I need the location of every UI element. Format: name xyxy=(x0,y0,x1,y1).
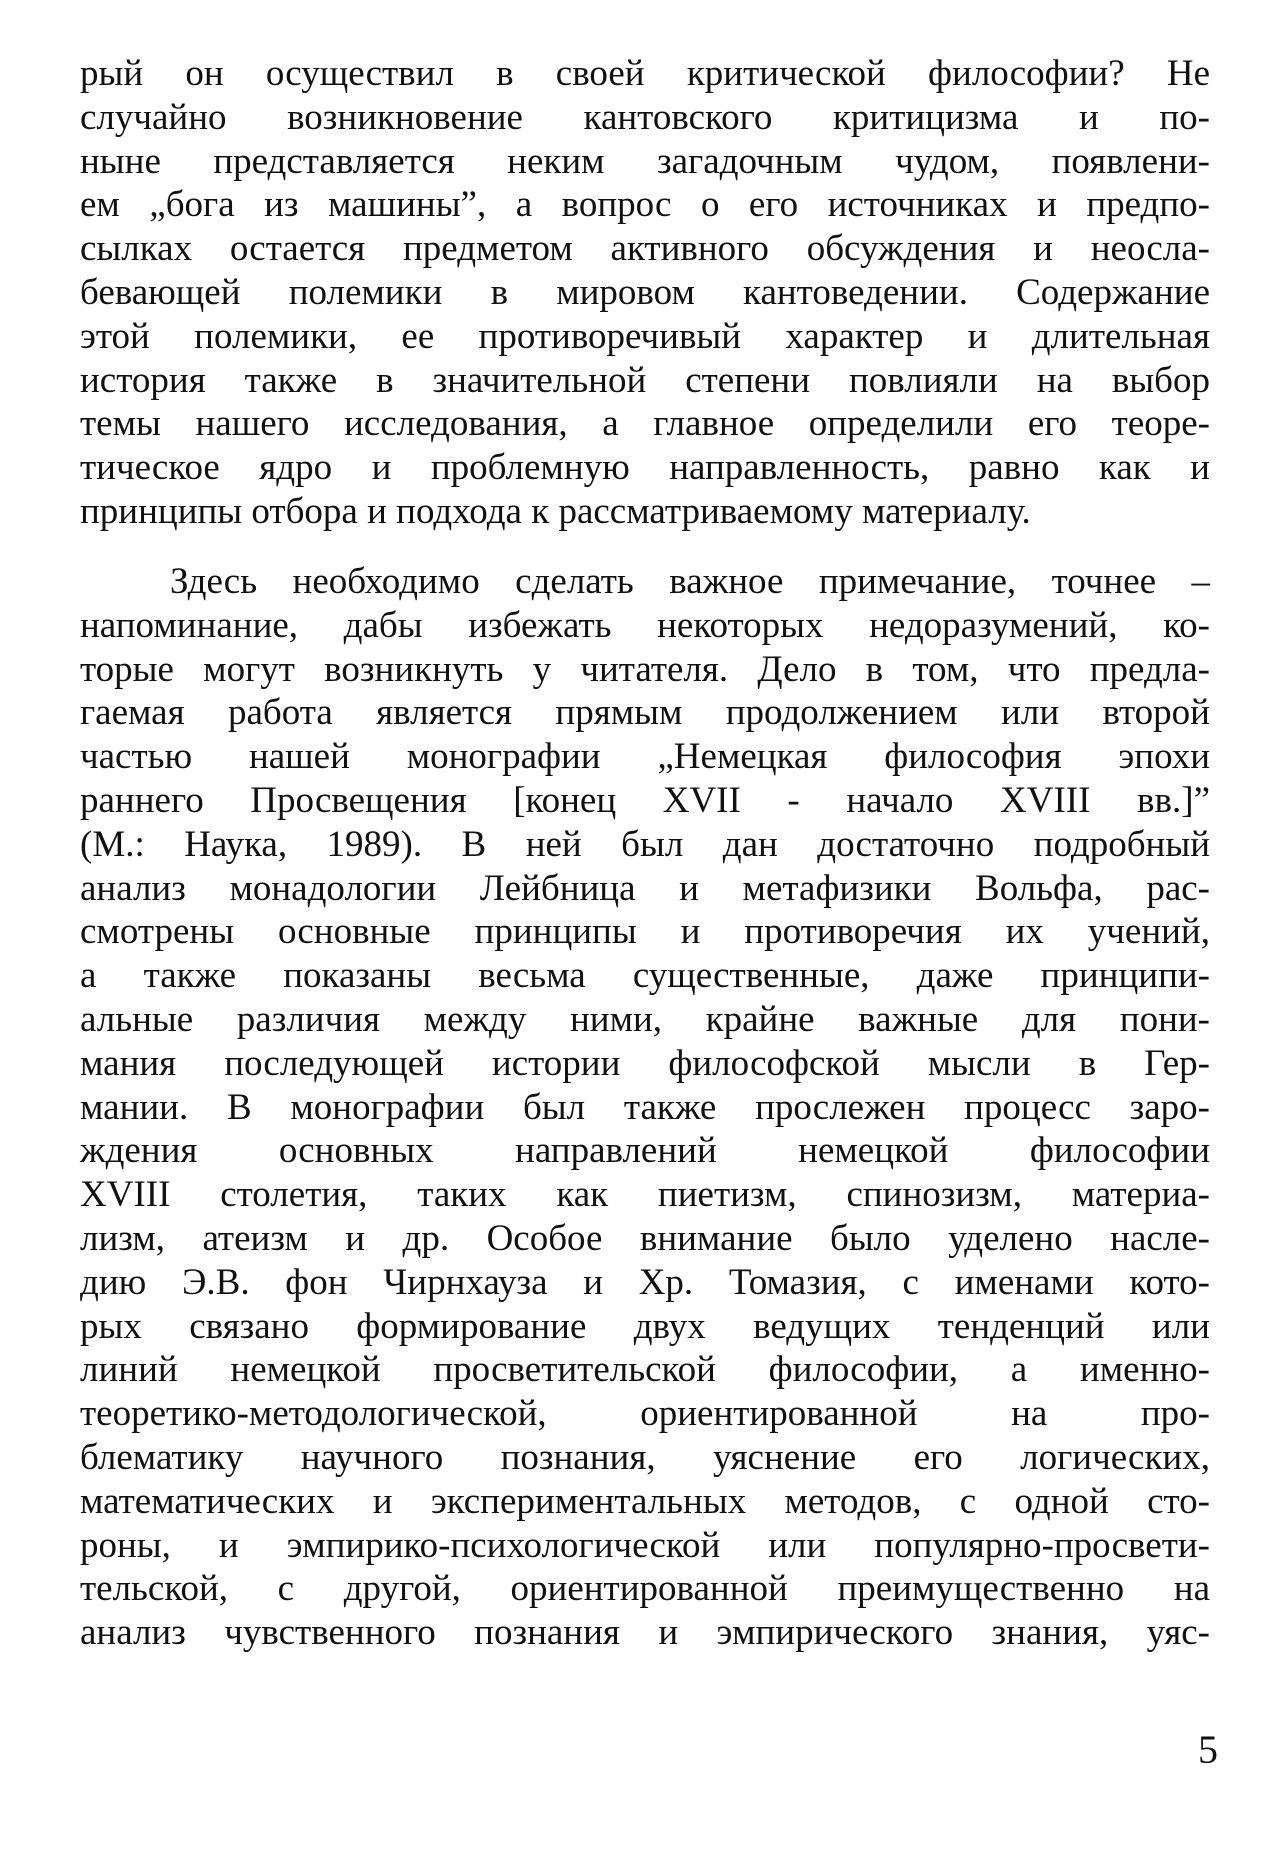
text-line: раннего Просвещения [конец XVII - начало XVIII вв.]” xyxy=(80,779,1210,821)
text-line: а также показаны весьма существенные, даже принципи- xyxy=(80,955,1210,997)
text-line: теоретико-методологической, ориентированной на про- xyxy=(80,1393,1210,1435)
text-line: случайно возникновение кантовского критицизма и по- xyxy=(80,96,1210,138)
text-line: XVIII столетия, таких как пиетизм, спинозизм, материа- xyxy=(80,1174,1210,1216)
text-line: принципы отбора и подхода к рассматриваемому материалу. xyxy=(80,490,1031,532)
text-line: смотрены основные принципы и противоречия их учений, xyxy=(80,911,1210,953)
text-line: математических и экспериментальных методов, с одной сто- xyxy=(80,1480,1210,1522)
text-line: мании. В монографии был также прослежен процесс заро- xyxy=(80,1086,1210,1128)
text-line: рый он осуществил в своей критической философии? Не xyxy=(80,53,1210,94)
text-line: ждения основных направлений немецкой философии xyxy=(80,1130,1210,1172)
text-line: история также в значительной степени повлияли на выбор xyxy=(80,359,1210,401)
text-line: Здесь необходимо сделать важное примечание, точнее – xyxy=(170,561,1210,602)
text-line: альные различия между ними, крайне важные для пони- xyxy=(80,998,1210,1040)
text-line: гаемая работа является прямым продолжением или второй xyxy=(80,692,1210,734)
text-line: анализ чувственного познания и эмпирического знания, уяс- xyxy=(80,1612,1210,1654)
text-line: этой полемики, ее противоречивый характер и длительная xyxy=(80,315,1210,357)
text-line: роны, и эмпирико-психологической или популярно-просвети- xyxy=(80,1524,1210,1566)
text-line: тельской, с другой, ориентированной преимущественно на xyxy=(80,1568,1210,1610)
text-line: блематику научного познания, уяснение его логических, xyxy=(80,1436,1210,1478)
text-line: торые могут возникнуть у читателя. Дело в том, что предла- xyxy=(80,648,1210,690)
text-line: частью нашей монографии „Немецкая философия эпохи xyxy=(80,736,1210,778)
text-line: мания последующей истории философской мысли в Гер- xyxy=(80,1042,1210,1084)
text-line: рых связано формирование двух ведущих тенденций или xyxy=(80,1305,1210,1347)
text-line: тическое ядро и проблемную направленность, равно как и xyxy=(80,447,1210,489)
text-line: дию Э.В. фон Чирнхауза и Хр. Томазия, с именами кото- xyxy=(80,1261,1210,1303)
paragraph-1 xyxy=(80,52,1210,534)
text-line: темы нашего исследования, а главное определили его теоре- xyxy=(80,403,1210,445)
text-line: (М.: Наука, 1989). В ней был дан достаточно подробный xyxy=(80,823,1210,865)
paragraph-2 xyxy=(80,560,1210,1655)
text-line: ем „бога из машины”, а вопрос о его источниках и предпо- xyxy=(80,184,1210,226)
text-line: напоминание, дабы избежать некоторых недоразумений, ко- xyxy=(80,604,1210,646)
page-number: 5 xyxy=(1198,1727,1218,1772)
text-line: линий немецкой просветительской философии, а именно- xyxy=(80,1349,1210,1391)
text-line: ныне представляется неким загадочным чудом, появлени- xyxy=(80,140,1210,182)
text-line: бевающей полемики в мировом кантоведении. Содержание xyxy=(80,271,1210,313)
text-line: анализ монадологии Лейбница и метафизики Вольфа, рас- xyxy=(80,867,1210,909)
text-line: лизм, атеизм и др. Особое внимание было уделено насле- xyxy=(80,1217,1210,1259)
text-line: сылках остается предметом активного обсуждения и неосла- xyxy=(80,228,1210,270)
